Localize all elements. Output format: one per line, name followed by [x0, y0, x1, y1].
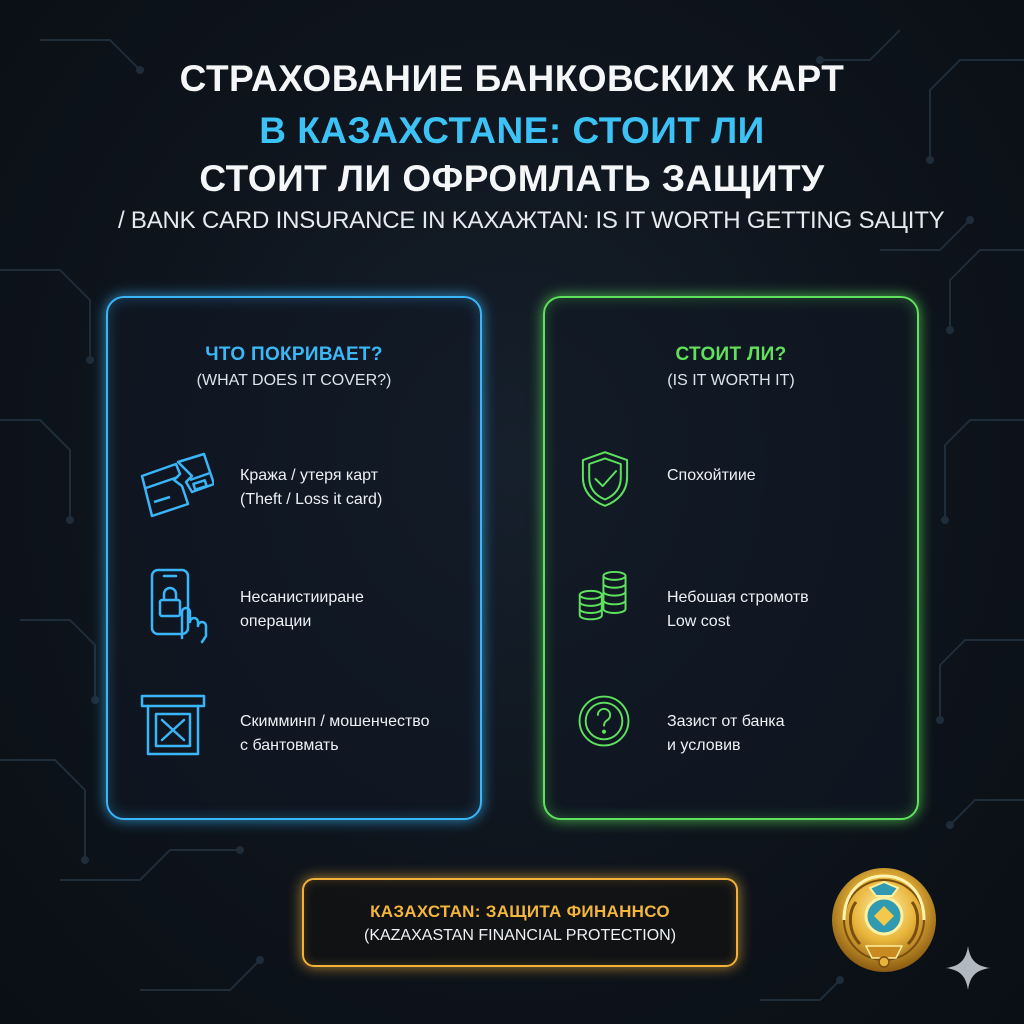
coverage-item-text: [240, 710, 430, 758]
coverage-item-line-1: Скимминп / мошенчество: [240, 713, 430, 730]
worth-item-line-1: Зазист от банка: [667, 713, 785, 730]
worth-item-line-1: Спохойтиие: [667, 467, 756, 484]
worth-card: [543, 296, 919, 820]
worth-item-peace: [575, 446, 895, 526]
worth-item-text: [667, 710, 785, 758]
coverage-item-line-1: Несанистииране: [240, 589, 364, 606]
title-english-subtitle: / BANK CARD INSURANCE IN KAXAЖTAN: IS IT WORTH GETTING SAЦITY: [118, 207, 945, 234]
title-line-1: СТРАХОВАНИЕ БАНКОВСКИХ КАРТ: [179, 58, 845, 99]
broken-card-icon: [138, 446, 214, 522]
sparkle-icon: [944, 944, 992, 992]
banner-title: КАЗАХСТАN: ЗАЩИТА ФИНАННСО: [370, 902, 670, 921]
worth-item-line-2: и условив: [667, 737, 741, 754]
coverage-item-line-2: (Theft / Loss it card): [240, 491, 383, 508]
title-line-2: В КАЗАХСТАNE: СТОИТ ЛИ: [259, 110, 765, 151]
phone-lock-icon: [138, 568, 214, 644]
coverage-item-line-2: с бантовмать: [240, 737, 339, 754]
worth-item-text: [667, 464, 756, 488]
coverage-item-unauthorized: [138, 568, 458, 648]
coverage-item-line-2: операции: [240, 613, 312, 630]
kazakhstan-emblem-icon: [826, 862, 942, 978]
worth-item-line-2: Low cost: [667, 613, 731, 630]
coverage-item-theft: [138, 446, 458, 526]
worth-item-cost: [575, 568, 895, 648]
question-circle-icon: [575, 692, 633, 750]
coverage-item-text: [240, 586, 364, 634]
coins-stack-icon: [575, 568, 635, 628]
coverage-item-line-1: Кража / утеря карт: [240, 467, 379, 484]
coverage-item-text: [240, 464, 382, 512]
worth-item-bank-protection: [575, 692, 895, 772]
worth-card-heading: СТОИТ ЛИ?: [675, 344, 787, 365]
shield-check-icon: [575, 446, 635, 512]
worth-item-text: [667, 586, 809, 634]
coverage-card-heading: ЧТО ПОКРИВАЕТ?: [205, 344, 383, 365]
title-line-3: СТОИТ ЛИ ОФРОМЛАТЬ ЗАЩИТУ: [199, 158, 825, 199]
coverage-item-skimming: [138, 692, 458, 772]
worth-item-line-1: Небошая стромотв: [667, 589, 809, 606]
coverage-card: [106, 296, 482, 820]
atm-cross-icon: [138, 692, 214, 768]
worth-card-subheading: (IS IT WORTH IT): [667, 372, 795, 389]
kazakhstan-protection-banner: [302, 878, 738, 967]
coverage-card-subheading: (WHAT DOES IT COVER?): [196, 372, 392, 389]
banner-subtitle: (KAZAXASTAN FINANCIAL PROTECTION): [363, 927, 677, 944]
